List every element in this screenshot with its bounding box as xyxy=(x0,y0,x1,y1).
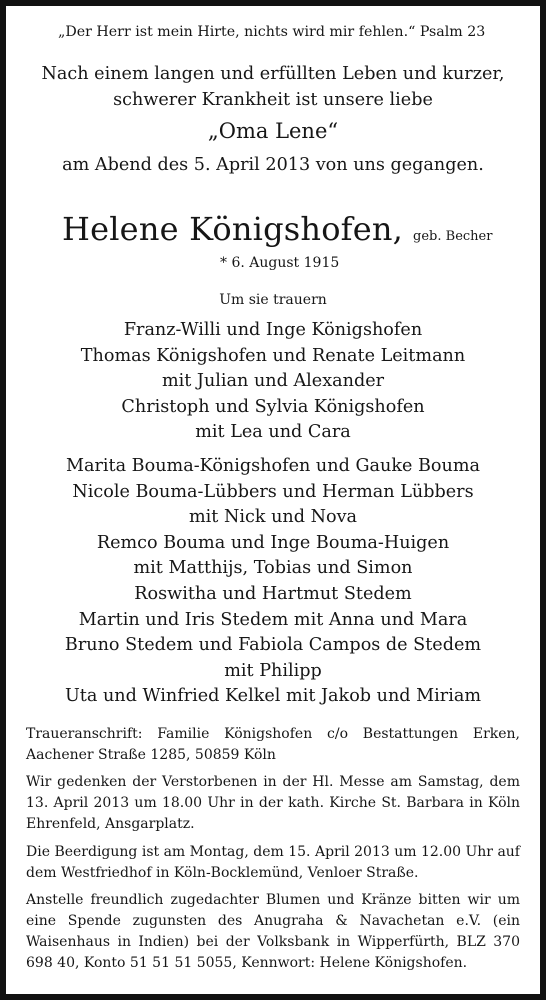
family-line: Marita Bouma-Königshofen und Gauke Bouma xyxy=(65,456,481,476)
family-line: Nicole Bouma-Lübbers und Herman Lübbers xyxy=(72,481,474,502)
family-line: Thomas Königshofen und Renate Leitmann xyxy=(80,345,466,366)
family-line: Bruno Stedem und Fabiola Campos de Stedem xyxy=(64,635,482,655)
maiden-name: geb. Becher xyxy=(413,229,493,244)
family-line: Remco Bouma und Inge Bouma-Huigen xyxy=(96,532,450,553)
family-group-1 xyxy=(6,318,540,446)
family-line: mit Lea und Cara xyxy=(195,422,351,442)
family-group-3 xyxy=(6,582,540,710)
mourning-address: Traueranschrift: Familie Königshofen c/o Bestattungen Erken, Aachener Straße 1285, 50859 Köln xyxy=(26,726,520,763)
mourners-heading: Um sie trauern xyxy=(219,292,327,308)
family-line: Martin und Iris Stedem mit Anna und Mara xyxy=(78,609,468,630)
intro-line-1: Nach einem langen und erfüllten Leben und kurzer, xyxy=(41,64,505,84)
family-line: Uta und Winfried Kelkel mit Jakob und Miriam xyxy=(64,686,482,706)
family-line: mit Nick und Nova xyxy=(188,507,358,527)
deceased-name: Helene Königshofen, xyxy=(62,210,404,248)
family-line: Christoph und Sylvia Königshofen xyxy=(121,396,425,417)
birth-date: * 6. August 1915 xyxy=(220,255,340,271)
family-line: Franz-Willi und Inge Königshofen xyxy=(123,320,423,340)
memorial-mass-notice: Wir gedenken der Verstorbenen in der Hl. Messe am Samstag, dem 13. April 2013 um 18.00 Uhr in der kath. Kirche St. Barbara in Köln Ehrenfeld, Ansgarplatz. xyxy=(26,774,520,832)
family-line: mit Matthijs, Tobias und Simon xyxy=(133,558,413,578)
intro-line-2: schwerer Krankheit ist unsere liebe xyxy=(113,90,433,110)
burial-notice: Die Beerdigung ist am Montag, dem 15. April 2013 um 12.00 Uhr auf dem Westfriedhof in Köln-Bocklemünd, Venloer Straße. xyxy=(26,844,520,881)
family-line: mit Julian und Alexander xyxy=(161,371,385,391)
deceased-name-row xyxy=(62,210,492,248)
psalm-quote: „Der Herr ist mein Hirte, nichts wird mir fehlen.“ Psalm 23 xyxy=(58,24,486,40)
nickname: „Oma Lene“ xyxy=(207,119,339,143)
intro-line-3: am Abend des 5. April 2013 von uns gegangen. xyxy=(62,155,484,175)
family-line: mit Philipp xyxy=(224,660,322,681)
donation-request: Anstelle freundlich zugedachter Blumen und Kränze bitten wir um eine Spende zugunsten des Anugraha & Navachetan e.V. (ein Waisenhaus in Indien) bei der Volksbank in Wipperfürth, BLZ 370 698 40, Konto 51 51 51 5055, Kennwort: Helene Königshofen. xyxy=(26,892,520,971)
family-line: Roswitha und Hartmut Stedem xyxy=(134,584,412,604)
family-group-2 xyxy=(6,454,540,582)
